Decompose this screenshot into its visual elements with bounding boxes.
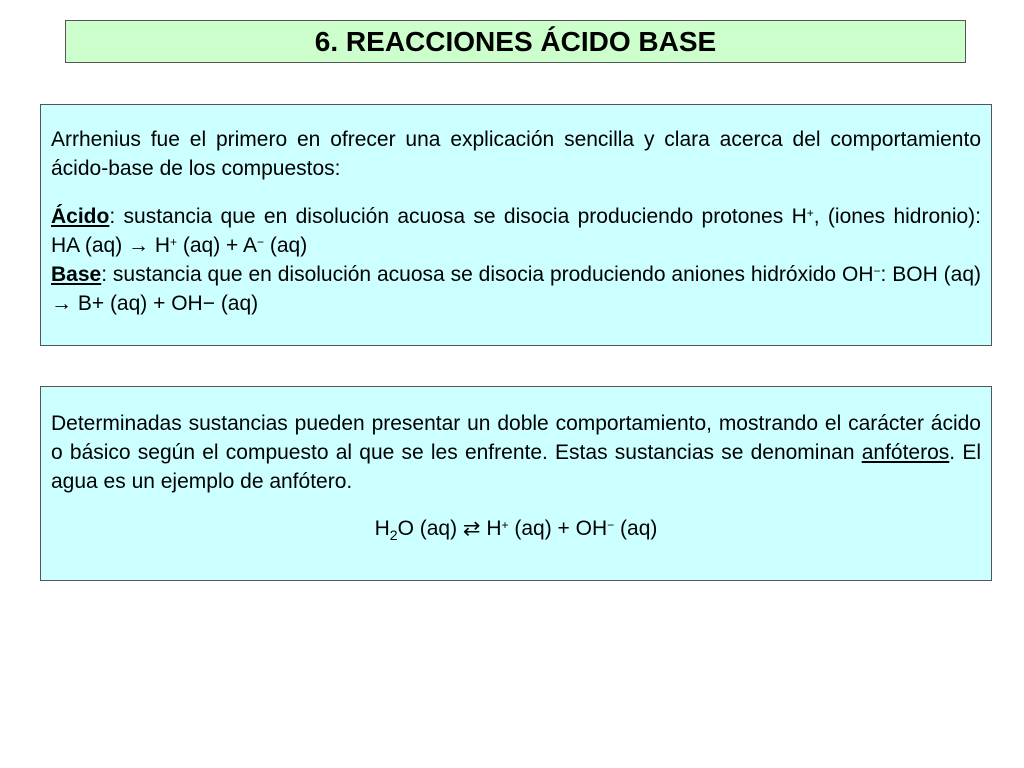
acid-sup-1: + (806, 206, 814, 220)
eq-rest-3: (aq) (614, 517, 658, 540)
water-equilibrium-equation (51, 514, 981, 543)
eq-sup-2: − (607, 518, 615, 532)
base-text-1: : sustancia que en disolución acuosa se disocia produciendo aniones hidróxido OH (101, 263, 874, 286)
slide-title-box (65, 20, 966, 63)
arrhenius-intro-text: Arrhenius fue el primero en ofrecer una explicación sencilla y clara acerca del comportamiento ácido-base de los compuestos: (51, 128, 981, 180)
amphoteric-panel (40, 386, 992, 581)
base-term: Base (51, 263, 102, 286)
base-sup-1: − (873, 264, 881, 278)
acid-term: Ácido (51, 205, 110, 228)
arrhenius-intro (51, 125, 981, 183)
acid-text-3: (aq) + A (177, 234, 258, 257)
amphoteric-text-1: Determinadas sustancias pueden presentar un doble comportamiento, mostrando el carácter ácido o básico según el compuesto al que se les enfrente. Estas sustancias se denominan (51, 412, 981, 464)
acid-sup-2: + (170, 235, 178, 249)
eq-h: H (374, 517, 390, 540)
amphoteric-description (51, 409, 981, 496)
eq-rest-2: (aq) + OH (508, 517, 608, 540)
spacer (51, 183, 981, 202)
acid-text-1: : sustancia que en disolución acuosa se disocia produciendo protones H (109, 205, 807, 228)
base-definition (51, 260, 981, 318)
eq-sup-1: + (501, 518, 509, 532)
arrhenius-definition-panel (40, 104, 992, 346)
eq-rest-1: O (aq) ⇄ H (397, 517, 502, 540)
amphoteric-term: anfóteros (861, 441, 950, 464)
amphoteric-text-2: . El agua es un ejemplo de anfótero. (51, 441, 981, 493)
slide-title: 6. REACCIONES ÁCIDO BASE (314, 25, 717, 57)
eq-sub-2: 2 (389, 527, 398, 543)
acid-definition (51, 202, 981, 260)
acid-text-4: (aq) (264, 234, 308, 257)
acid-sup-3: − (257, 235, 265, 249)
acid-text-2: , (iones hidronio): HA (aq) → H (51, 205, 982, 257)
base-text-2: : BOH (aq) → B+ (aq) + OH− (aq) (51, 263, 981, 315)
